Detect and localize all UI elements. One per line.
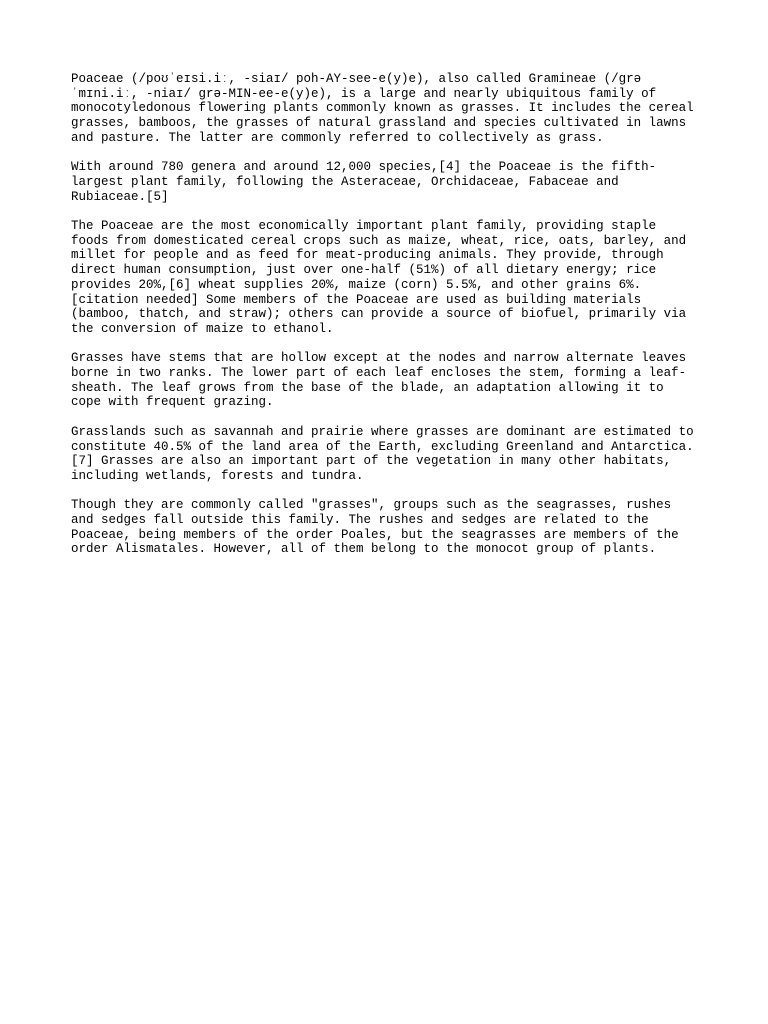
paragraph-2: With around 780 genera and around 12,000 species,[4] the Poaceae is the fifth-largest plant family, following the Asteraceae, Orchidaceae, Fabaceae and Rubiaceae.[5]: [71, 160, 657, 204]
paragraph-6: Though they are commonly called "grasses", groups such as the seagrasses, rushes and sedges fall outside this family. The rushes and sedges are related to the Poaceae, being members of the order Poales, but the seagrasses are members of the order Alismatales. However, all of them belong to the monocot group of plants.: [71, 498, 679, 557]
document-body: [71, 72, 697, 572]
paragraph-1: Poaceae (/poʊˈeɪsi.iː, -siaɪ/ poh-AY-see-e(y)e), also called Gramineae (/grəˈmɪni.iː, -niaɪ/ grə-MIN-ee-e(y)e), is a large and nearly ubiquitous family of monocotyledonous flowering plants commonly known as grasses. It includes the cereal grasses, bamboos, the grasses of natural grassland and species cultivated in lawns and pasture. The latter are commonly referred to collectively as grass.: [71, 72, 694, 145]
paragraph-4: Grasses have stems that are hollow except at the nodes and narrow alternate leaves borne in two ranks. The lower part of each leaf encloses the stem, forming a leaf-sheath. The leaf grows from the base of the blade, an adaptation allowing it to cope with frequent grazing.: [71, 351, 687, 410]
paragraph-3: The Poaceae are the most economically important plant family, providing staple foods from domesticated cereal crops such as maize, wheat, rice, oats, barley, and millet for people and as feed for meat-producing animals. They provide, through direct human consumption, just over one-half (51%) of all dietary energy; rice provides 20%,[6] wheat supplies 20%, maize (corn) 5.5%, and other grains 6%.[citation needed] Some members of the Poaceae are used as building materials (bamboo, thatch, and straw); others can provide a source of biofuel, primarily via the conversion of maize to ethanol.: [71, 219, 687, 336]
paragraph-5: Grasslands such as savannah and prairie where grasses are dominant are estimated to constitute 40.5% of the land area of the Earth, excluding Greenland and Antarctica.[7] Grasses are also an important part of the vegetation in many other habitats, including wetlands, forests and tundra.: [71, 424, 694, 483]
